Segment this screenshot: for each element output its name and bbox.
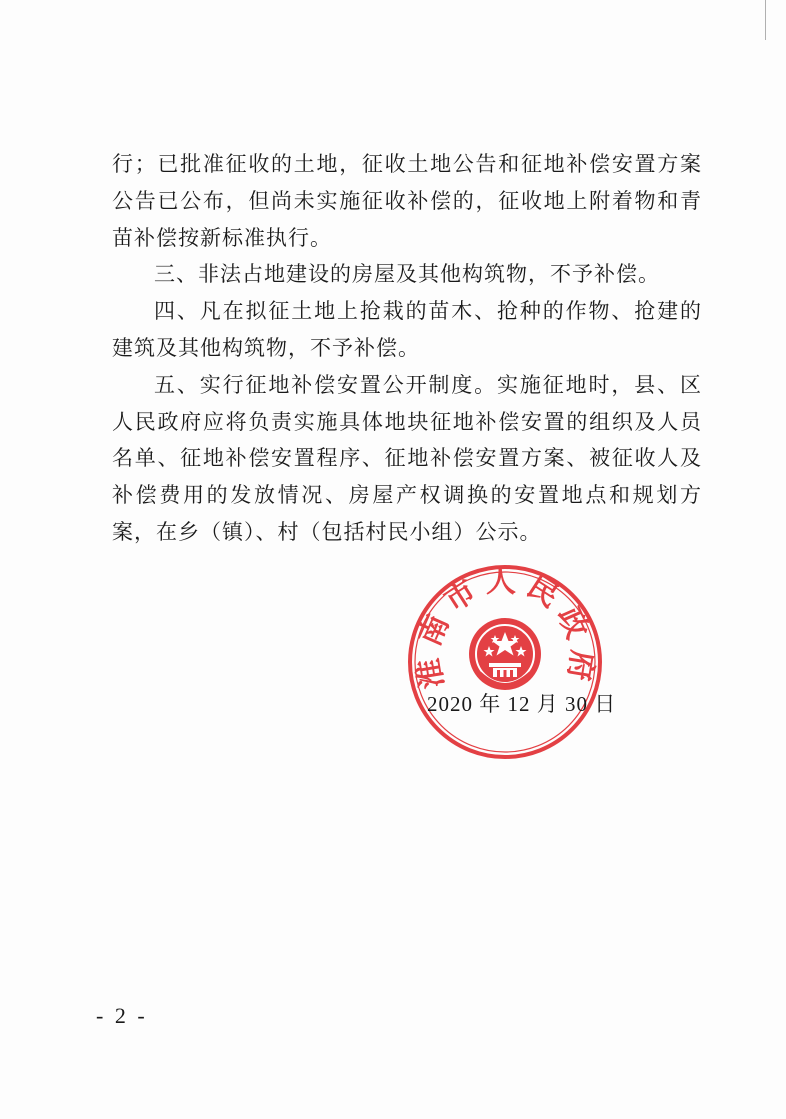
- paragraph-4: 五、实行征地补偿安置公开制度。实施征地时，县、区人民政府应将负责实施具体地块征地补偿安置的组织及人员名单、征地补偿安置程序、征地补偿安置方案、被征收人及补偿费用的发放情况、房屋产权调换的安置地点和规划方案，在乡（镇）、村（包括村民小组）公示。: [112, 372, 702, 544]
- paragraph-1: 行；已批准征收的土地，征收土地公告和征地补偿安置方案公告已公布，但尚未实施征收补偿的，征收地上附着物和青苗补偿按新标准执行。: [112, 152, 702, 250]
- national-emblem-icon: [469, 618, 541, 690]
- seal-text: 淮南市人民政府: [410, 564, 600, 692]
- body-text: [112, 146, 702, 551]
- paragraph-2: 三、非法占地建设的房屋及其他构筑物，不予补偿。: [154, 262, 660, 287]
- document-date: 2020 年 12 月 30 日: [427, 692, 617, 716]
- page-number: - 2 -: [96, 1003, 148, 1028]
- official-seal: [405, 562, 605, 762]
- paragraph-3: 四、凡在拟征土地上抢栽的苗木、抢种的作物、抢建的建筑及其他构筑物，不予补偿。: [112, 299, 702, 360]
- scan-edge-mark: [765, 0, 766, 40]
